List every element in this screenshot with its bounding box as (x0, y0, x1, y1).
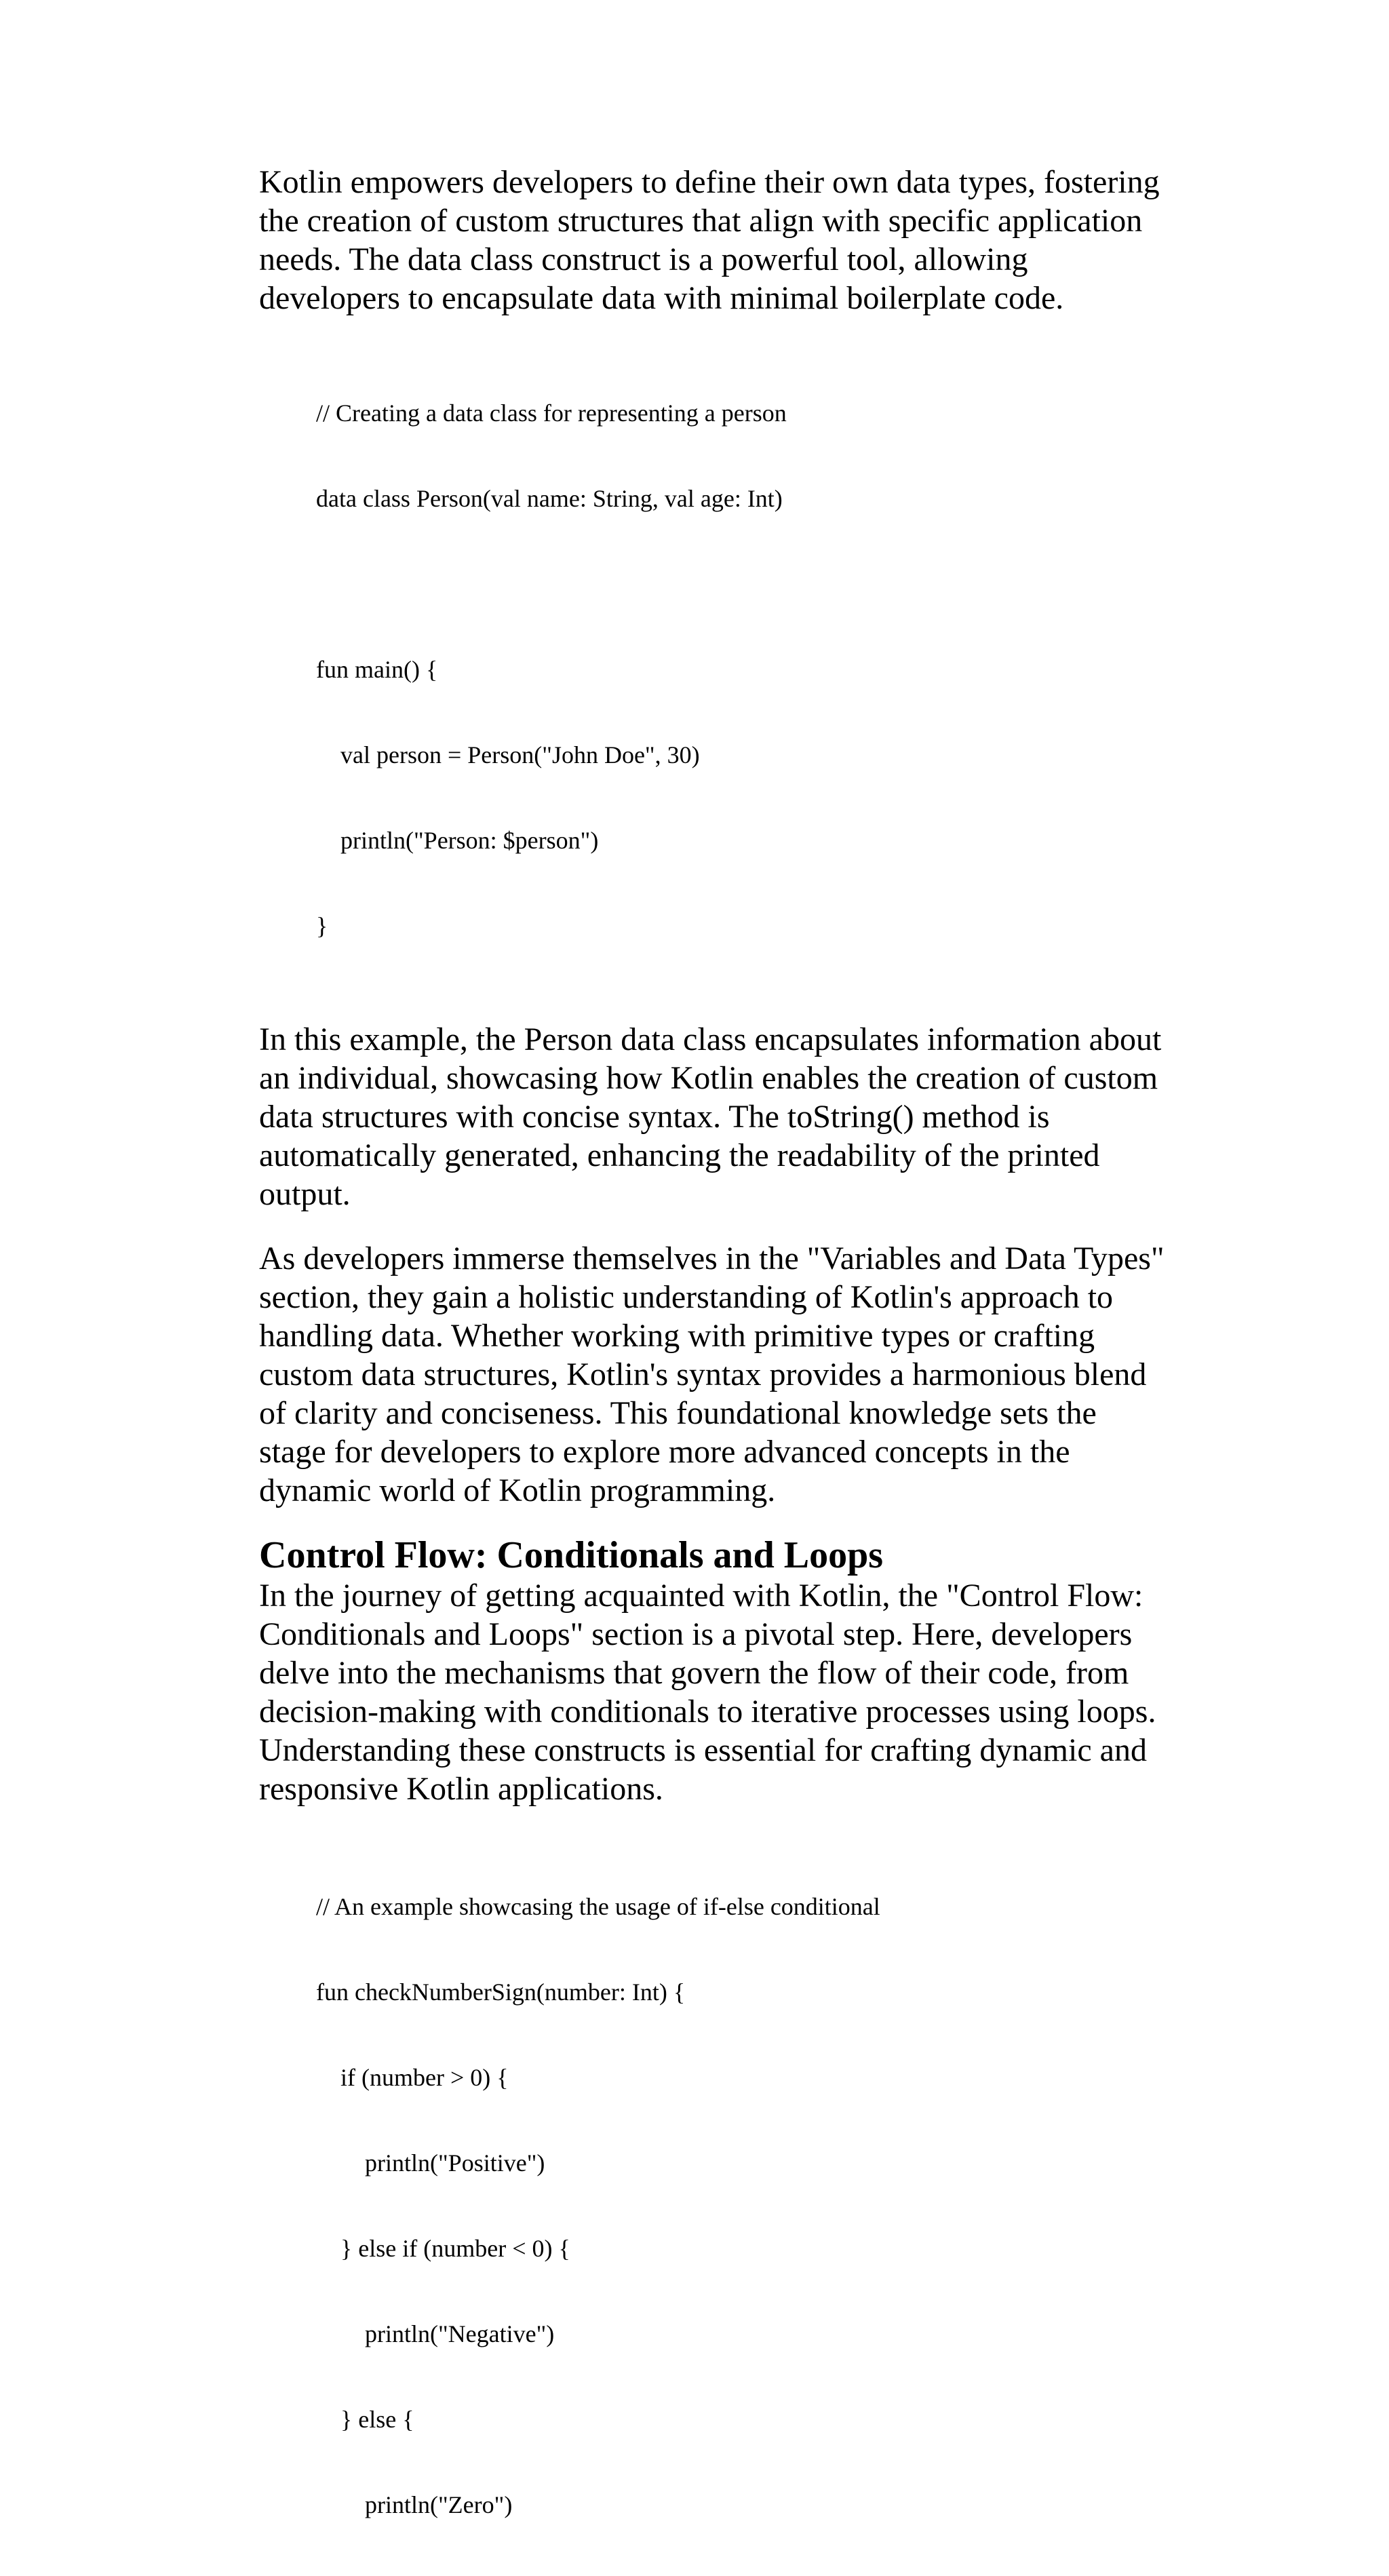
code-line: if (number > 0) { (316, 2064, 509, 2091)
paragraph-line: In this example, the Person data class encapsulates information about (259, 1021, 1162, 1057)
paragraph-holistic-understanding (259, 1239, 1209, 1510)
paragraph-line: section, they gain a holistic understanding of Kotlin's approach to (259, 1279, 1114, 1315)
code-line: data class Person(val name: String, val age: Int) (316, 485, 783, 512)
code-line: val person = Person("John Doe", 30) (316, 741, 700, 768)
paragraph-line: Understanding these constructs is essential for crafting dynamic and (259, 1732, 1147, 1768)
code-line: println("Positive") (316, 2149, 545, 2177)
code-line: fun main() { (316, 656, 438, 683)
paragraph-person-example (259, 1020, 1209, 1213)
code-line: fun checkNumberSign(number: Int) { (316, 1978, 686, 2006)
code-line (316, 570, 1209, 598)
code-block-if-else (316, 1835, 1209, 2576)
code-line: println("Zero") (316, 2491, 513, 2518)
code-line: } else if (number < 0) { (316, 2235, 570, 2262)
section-heading: Control Flow: Conditionals and Loops (259, 1534, 884, 1576)
paragraph-line: In the journey of getting acquainted with Kotlin, the "Control Flow: (259, 1578, 1143, 1614)
code-line: println("Negative") (316, 2320, 555, 2347)
code-block-data-class (316, 342, 1209, 997)
paragraph-data-types-intro (259, 163, 1209, 317)
code-line: // An example showcasing the usage of if-else conditional (316, 1893, 880, 1920)
paragraph-line: Conditionals and Loops" section is a pivotal step. Here, developers (259, 1616, 1133, 1652)
paragraph-line: As developers immerse themselves in the "Variables and Data Types" (259, 1241, 1165, 1276)
paragraph-line: an individual, showcasing how Kotlin enables the creation of custom (259, 1060, 1158, 1096)
paragraph-line: decision-making with conditionals to iterative processes using loops. (259, 1694, 1156, 1730)
paragraph-line: stage for developers to explore more advanced concepts in the (259, 1434, 1070, 1470)
code-line: } (316, 912, 328, 939)
paragraph-line: delve into the mechanisms that govern the flow of their code, from (259, 1655, 1129, 1691)
paragraph-line: the creation of custom structures that align with specific application (259, 203, 1143, 239)
paragraph-line: Kotlin empowers developers to define their own data types, fostering (259, 164, 1160, 200)
paragraph-line: output. (259, 1176, 351, 1212)
paragraph-line: custom data structures, Kotlin's syntax provides a harmonious blend (259, 1357, 1147, 1392)
paragraph-line: needs. The data class construct is a powerful tool, allowing (259, 241, 1028, 277)
paragraph-line: of clarity and conciseness. This foundational knowledge sets the (259, 1395, 1097, 1431)
code-line: } else { (316, 2406, 414, 2433)
document-page (259, 163, 1209, 2576)
paragraph-line: handling data. Whether working with primitive types or crafting (259, 1318, 1095, 1354)
paragraph-control-flow-intro (259, 1576, 1209, 1808)
code-line: // Creating a data class for representing a person (316, 399, 787, 427)
paragraph-line: developers to encapsulate data with minimal boilerplate code. (259, 280, 1064, 316)
paragraph-line: automatically generated, enhancing the readability of the printed (259, 1137, 1100, 1173)
paragraph-line: data structures with concise syntax. The toString() method is (259, 1099, 1050, 1135)
paragraph-line: responsive Kotlin applications. (259, 1771, 663, 1807)
paragraph-line: dynamic world of Kotlin programming. (259, 1472, 776, 1508)
code-line: println("Person: $person") (316, 827, 599, 854)
